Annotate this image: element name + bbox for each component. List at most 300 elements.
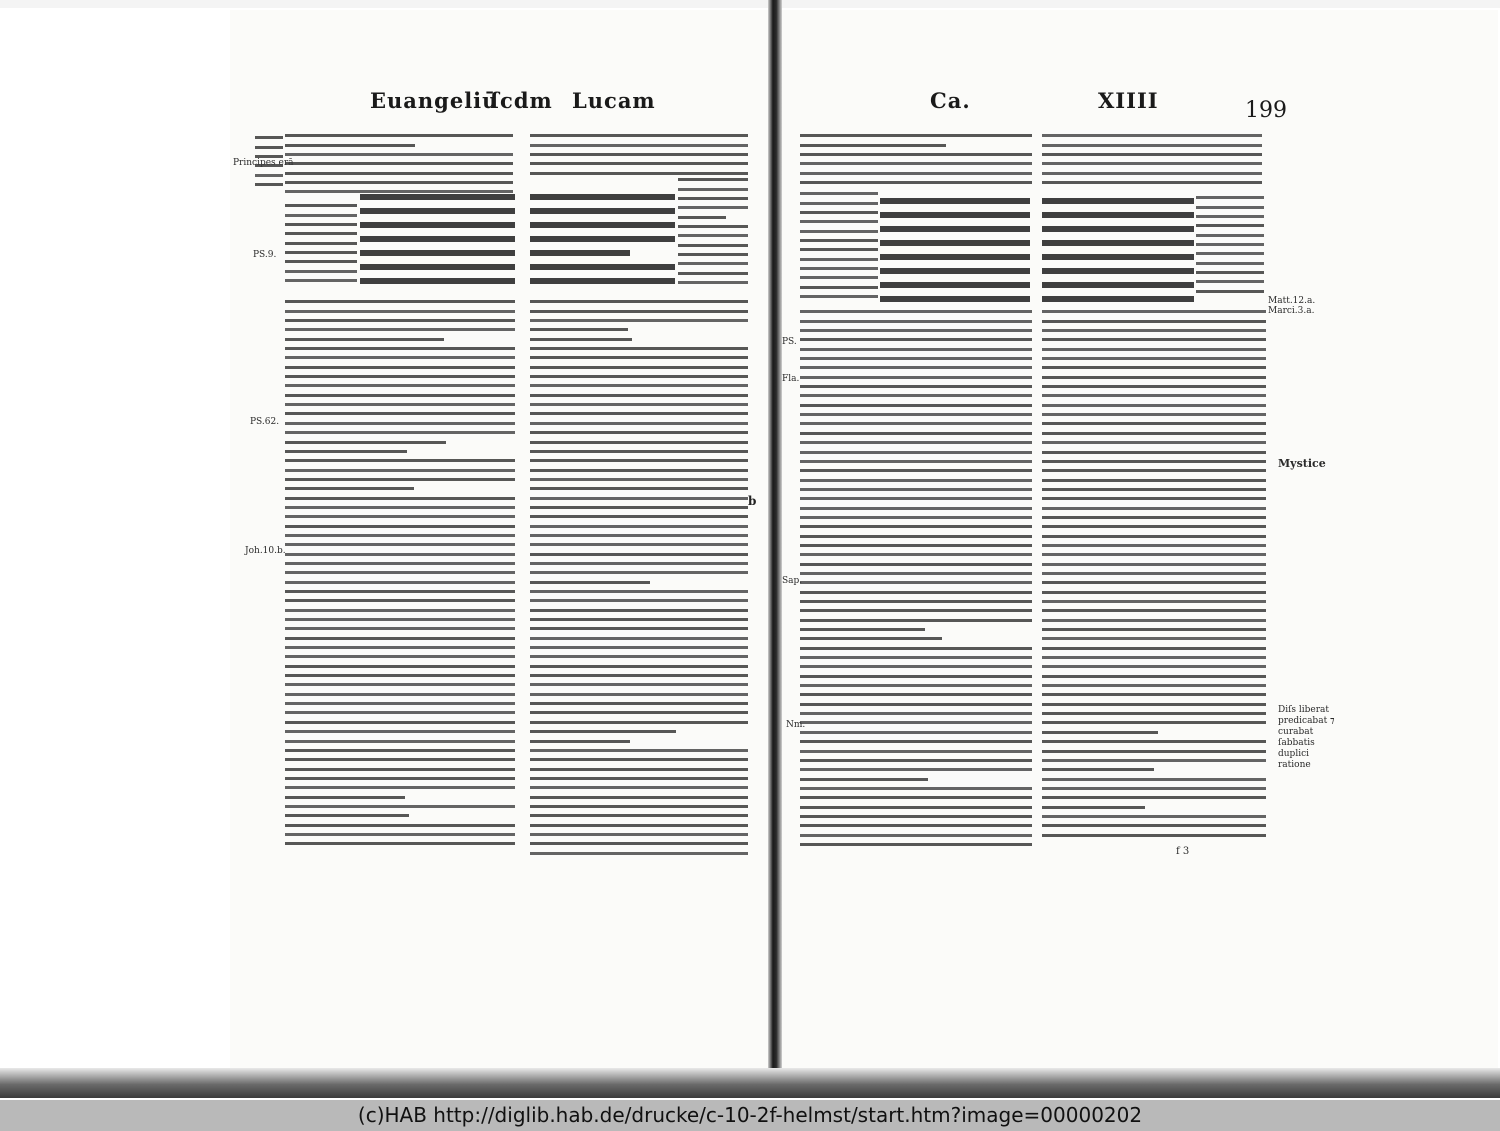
folio-number: 199: [1245, 98, 1287, 123]
text-line: [880, 246, 1030, 260]
text-line: [285, 462, 515, 471]
text-line: [800, 790, 1032, 799]
text-line: [1042, 734, 1266, 743]
text-line: [1196, 283, 1264, 292]
text-line: [530, 677, 748, 686]
text-line: [285, 733, 515, 742]
text-line: [530, 444, 748, 453]
text-line: [285, 546, 515, 555]
text-line: [678, 219, 748, 228]
text-line: [1042, 407, 1266, 416]
text-line: [530, 509, 748, 518]
margin-note-marci3: Marci.3.a.: [1268, 306, 1315, 316]
text-line: [530, 593, 748, 602]
text-line: [1042, 612, 1266, 621]
text-line: [285, 556, 515, 565]
text-line: [1042, 556, 1266, 565]
text-line: [800, 696, 1032, 705]
text-line: [530, 425, 748, 434]
text-line: [678, 247, 748, 256]
text-line: [530, 462, 748, 471]
text-line: [1042, 379, 1266, 388]
text-line: [800, 251, 878, 260]
text-line: [800, 668, 1032, 677]
text-line: [530, 369, 748, 378]
running-head-left-1: Euangeliū: [370, 88, 499, 113]
text-line: [1042, 547, 1266, 556]
text-line: [285, 649, 515, 658]
text-line: [530, 500, 748, 509]
text-line: [285, 378, 515, 387]
text-line: [530, 556, 748, 565]
text-line: [255, 149, 283, 158]
text-line: [1196, 255, 1264, 264]
text-line: [1042, 510, 1266, 519]
text-line: [1042, 724, 1158, 733]
text-line: [1042, 640, 1266, 649]
left-col2-gloss-inset: [678, 172, 748, 290]
text-line: [1042, 369, 1266, 378]
text-line: [530, 808, 748, 817]
signature-mark: f 3: [1176, 846, 1190, 857]
text-line: [800, 195, 878, 204]
text-line: [1196, 237, 1264, 246]
text-line: [800, 270, 878, 279]
text-line: [1196, 199, 1264, 208]
text-line: [800, 463, 1032, 472]
text-line: [880, 274, 1030, 288]
text-line: [530, 799, 748, 808]
text-line: [285, 537, 515, 546]
margin-note-ps9: PS.9.: [253, 250, 277, 260]
text-line: [800, 762, 1032, 771]
text-line: [530, 490, 748, 499]
right-col2-gloss-inset: [1196, 190, 1264, 302]
margin-note-principes: Principes erā: [233, 158, 294, 168]
text-line: [800, 360, 1032, 369]
text-line: [678, 200, 748, 209]
text-line: [285, 397, 515, 406]
text-line: [360, 200, 515, 214]
text-line: [800, 706, 1032, 715]
text-line: [360, 242, 515, 256]
text-line: [255, 139, 283, 148]
text-line: [530, 434, 748, 443]
text-line: [1042, 232, 1194, 246]
text-line: [1042, 341, 1266, 350]
text-line: [530, 359, 748, 368]
text-line: [800, 425, 1032, 434]
text-line: [800, 659, 1032, 668]
text-line: [360, 186, 515, 200]
text-line: [285, 500, 515, 509]
text-line: [285, 254, 357, 263]
text-line: [800, 743, 1032, 752]
text-line: [285, 528, 515, 537]
text-line: [530, 827, 748, 836]
text-line: [285, 696, 515, 705]
text-line: [285, 612, 515, 621]
text-line: [1196, 218, 1264, 227]
text-line: [1042, 771, 1266, 780]
text-line: [285, 263, 357, 272]
text-line: [530, 686, 748, 695]
text-line: [1042, 274, 1194, 288]
text-line: [285, 668, 515, 677]
text-line: [530, 228, 675, 242]
text-line: [285, 294, 515, 303]
text-line: [800, 341, 1032, 350]
text-line: [285, 518, 515, 527]
text-line: [1042, 425, 1266, 434]
text-line: [285, 147, 513, 156]
text-line: [285, 472, 515, 481]
text-line: [800, 482, 1032, 491]
text-line: [285, 752, 515, 761]
text-line: [1042, 444, 1266, 453]
text-line: [530, 214, 675, 228]
text-line: [285, 743, 515, 752]
text-line: [285, 481, 414, 490]
margin-letter-b: b: [748, 494, 757, 508]
text-line: [1042, 218, 1194, 232]
text-line: [530, 397, 748, 406]
margin-note-ps62: PS.62.: [250, 417, 280, 427]
text-line: [800, 547, 1032, 556]
text-line: [800, 416, 1032, 425]
text-line: [1042, 165, 1262, 174]
text-line: [285, 799, 515, 808]
text-line: [800, 631, 942, 640]
text-line: [678, 181, 748, 190]
text-line: [285, 226, 357, 235]
text-line: [800, 622, 925, 631]
text-line: [1042, 147, 1262, 156]
text-line: [255, 130, 283, 139]
text-line: [530, 350, 748, 359]
text-line: [880, 288, 1030, 302]
text-line: [678, 191, 748, 200]
text-line: [800, 214, 878, 223]
text-line: [530, 649, 748, 658]
text-line: [285, 217, 357, 226]
text-line: [1042, 491, 1266, 500]
text-line: [800, 444, 1032, 453]
left-scripture-block-1: [360, 186, 515, 296]
text-line: [1042, 659, 1266, 668]
text-line: [800, 175, 1032, 184]
text-line: [530, 378, 748, 387]
text-line: [285, 621, 515, 630]
text-line: [530, 724, 676, 733]
running-head-chapter: Ca.: [930, 88, 971, 113]
text-line: [285, 434, 446, 443]
text-line: [530, 156, 748, 165]
text-line: [1042, 288, 1194, 302]
left-col1-gloss-inset: [285, 198, 357, 290]
text-line: [800, 397, 1032, 406]
text-line: [800, 724, 1032, 733]
text-line: [530, 415, 748, 424]
text-line: [530, 714, 748, 723]
text-line: [678, 256, 748, 265]
text-line: [800, 818, 1032, 827]
text-line: [285, 207, 357, 216]
text-line: [530, 137, 748, 146]
text-line: [285, 198, 357, 207]
text-line: [530, 771, 748, 780]
text-line: [1042, 594, 1266, 603]
text-line: [800, 528, 1032, 537]
text-line: [1042, 463, 1266, 472]
margin-note-nm: Nm.: [786, 720, 806, 730]
left-scripture-block-2: [530, 186, 675, 296]
text-line: [800, 715, 1032, 724]
text-line: [360, 270, 515, 284]
text-line: [800, 781, 1032, 790]
text-line: [800, 454, 1032, 463]
text-line: [1042, 246, 1194, 260]
text-line: [285, 235, 357, 244]
text-line: [800, 584, 1032, 593]
right-scripture-block-2: [1042, 190, 1194, 304]
text-line: [285, 128, 513, 137]
text-line: [530, 640, 748, 649]
text-line: [530, 789, 748, 798]
right-col2-commentary: [1042, 304, 1266, 842]
running-head-left-3: Lucam: [572, 88, 656, 113]
text-line: [530, 322, 628, 331]
left-col1-commentary: [285, 294, 515, 850]
text-line: [285, 761, 515, 770]
running-head-left-2: ſcdm: [490, 88, 553, 113]
text-line: [530, 518, 748, 527]
text-line: [800, 379, 1032, 388]
text-line: [285, 808, 409, 817]
text-line: [285, 789, 405, 798]
text-line: [285, 658, 515, 667]
text-line: [800, 603, 1032, 612]
text-line: [255, 177, 283, 186]
text-line: [1042, 360, 1266, 369]
text-line: [1042, 650, 1266, 659]
text-line: [285, 137, 415, 146]
text-line: [1042, 575, 1266, 584]
running-head-numeral: XIIII: [1098, 88, 1159, 113]
text-line: [880, 260, 1030, 274]
text-line: [285, 369, 515, 378]
text-line: [285, 303, 515, 312]
text-line: [800, 205, 878, 214]
text-line: [800, 687, 1032, 696]
text-line: [1042, 175, 1262, 184]
text-line: [800, 407, 1032, 416]
text-line: [880, 218, 1030, 232]
text-line: [285, 273, 357, 282]
text-line: [285, 387, 515, 396]
margin-note-matt12: Matt.12.a.: [1268, 296, 1316, 306]
text-line: [678, 265, 748, 274]
text-line: [800, 242, 878, 251]
text-line: [530, 836, 748, 845]
text-line: [1042, 435, 1266, 444]
text-line: [530, 574, 650, 583]
text-line: [800, 519, 1032, 528]
text-line: [285, 444, 407, 453]
text-line: [530, 186, 675, 200]
text-line: [285, 322, 515, 331]
text-line: [1042, 323, 1266, 332]
text-line: [800, 289, 878, 298]
scan-bottom-edge: [0, 1068, 1500, 1098]
text-line: [800, 594, 1032, 603]
text-line: [285, 780, 515, 789]
text-line: [530, 630, 748, 639]
text-line: [800, 678, 1032, 687]
margin-note-joh10: Joh.10.b.: [245, 546, 286, 556]
text-line: [530, 546, 748, 555]
text-line: [1042, 827, 1266, 836]
text-line: [530, 761, 748, 770]
text-line: [1042, 631, 1266, 640]
text-line: [800, 369, 1032, 378]
text-line: [678, 228, 748, 237]
text-line: [285, 574, 515, 583]
scan-top-edge: [0, 0, 1500, 8]
text-line: [530, 658, 748, 667]
text-line: [1042, 156, 1262, 165]
text-line: [1196, 274, 1264, 283]
text-line: [360, 228, 515, 242]
text-line: [1042, 304, 1266, 313]
left-col2-commentary: [530, 294, 748, 856]
text-line: [530, 303, 748, 312]
text-line: [800, 650, 1032, 659]
text-line: [678, 237, 748, 246]
text-line: [1042, 781, 1266, 790]
text-line: [800, 147, 1032, 156]
margin-note-fla: Fla.: [782, 374, 800, 384]
text-line: [1042, 351, 1266, 360]
text-line: [1042, 743, 1266, 752]
text-line: [880, 204, 1030, 218]
text-line: [1196, 209, 1264, 218]
text-line: [1042, 313, 1266, 322]
text-line: [800, 313, 1032, 322]
text-line: [530, 472, 748, 481]
text-line: [800, 323, 1032, 332]
text-line: [1042, 137, 1262, 146]
text-line: [1042, 538, 1266, 547]
text-line: [285, 640, 515, 649]
text-line: [1042, 584, 1266, 593]
text-line: [285, 490, 515, 499]
text-line: [530, 406, 748, 415]
text-line: [285, 359, 515, 368]
text-line: [285, 453, 515, 462]
text-line: [530, 733, 630, 742]
text-line: [285, 714, 515, 723]
text-line: [1042, 528, 1266, 537]
text-line: [530, 602, 748, 611]
text-line: [285, 565, 515, 574]
text-line: [1042, 762, 1154, 771]
book-gutter: [768, 0, 782, 1085]
text-line: [285, 245, 357, 254]
text-line: [678, 209, 726, 218]
text-line: [530, 743, 748, 752]
text-line: [1042, 818, 1266, 827]
text-line: [800, 186, 878, 195]
text-line: [1196, 190, 1264, 199]
text-line: [285, 724, 515, 733]
text-line: [285, 331, 444, 340]
text-line: [285, 771, 515, 780]
text-line: [1042, 799, 1145, 808]
text-line: [530, 612, 748, 621]
text-line: [880, 190, 1030, 204]
text-line: [1042, 622, 1266, 631]
text-line: [360, 214, 515, 228]
text-line: [1042, 668, 1266, 677]
text-line: [285, 350, 515, 359]
text-line: [800, 304, 1032, 313]
text-line: [285, 827, 515, 836]
text-line: [800, 500, 1032, 509]
text-line: [800, 575, 1032, 584]
text-line: [1042, 678, 1266, 687]
right-col1-commentary: [800, 304, 1032, 852]
text-line: [285, 602, 515, 611]
text-line: [530, 331, 632, 340]
text-line: [530, 147, 748, 156]
margin-note-sap: Sap.: [782, 576, 803, 586]
text-line: [1042, 519, 1266, 528]
text-line: [530, 341, 748, 350]
text-line: [800, 332, 1032, 341]
text-line: [1042, 753, 1266, 762]
text-line: [1042, 260, 1194, 274]
text-line: [1042, 190, 1194, 204]
text-line: [1042, 397, 1266, 406]
text-line: [800, 640, 1032, 649]
margin-note-duplici-ratione: Diſs liberat predicabat ⁊ curabat ſabbatis duplici ratione: [1278, 705, 1335, 770]
text-line: [285, 509, 515, 518]
text-line: [1042, 687, 1266, 696]
text-line: [1042, 332, 1266, 341]
text-line: [800, 279, 878, 288]
source-caption: (c)HAB http://diglib.hab.de/drucke/c-10-2f-helmst/start.htm?image=00000202: [0, 1100, 1500, 1131]
text-line: [285, 175, 513, 184]
text-line: [285, 630, 515, 639]
text-line: [530, 256, 675, 270]
margin-note-ps-1: PS.: [782, 337, 797, 347]
text-line: [530, 621, 748, 630]
text-line: [530, 128, 748, 137]
right-col2-commentary-top: [1042, 128, 1262, 190]
text-line: [800, 223, 878, 232]
text-line: [255, 158, 283, 167]
text-line: [285, 415, 515, 424]
text-line: [530, 565, 748, 574]
text-line: [800, 156, 1032, 165]
text-line: [800, 388, 1032, 397]
text-line: [530, 313, 748, 322]
text-line: [530, 453, 748, 462]
text-line: [285, 836, 515, 845]
text-line: [1042, 500, 1266, 509]
text-line: [1042, 566, 1266, 575]
